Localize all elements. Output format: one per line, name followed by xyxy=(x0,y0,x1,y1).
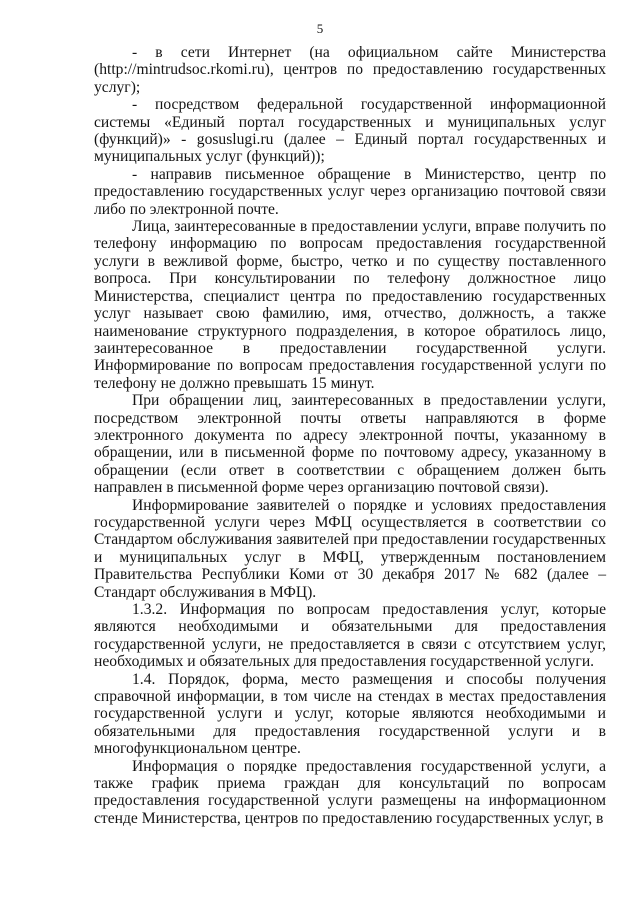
paragraph-phone-consultation: Лица, заинтересованные в предоставлении услуги, вправе получить по телефону информацию по вопросам предоставления государственной услуги в вежливой форме, быстро, четко и по существу поставленного вопроса. При консультировании по телефону должностное лицо Министерства, специалист центра по предоставлению государственных услуг называет свою фамилию, имя, отчество, должность, а также наименование структурного подразделения, в которое обратилось лицо, заинтересованное в предоставлении государственной услуги. Информирование по вопросам предоставления государственной услуги по телефону не должно превышать 15 минут. xyxy=(94,218,606,392)
paragraph-section-1-4: 1.4. Порядок, форма, место размещения и способы получения справочной информации, в том числе на стендах в местах предоставления государственной услуги и услуг, которые являются необходимыми и обязательными для предоставления государственной услуги и в многофункциональном центре. xyxy=(94,670,606,758)
page-number: 5 xyxy=(316,21,324,36)
paragraph-section-1-3-2: 1.3.2. Информация по вопросам предоставления услуг, которые являются необходимыми и обязательными для предоставления государственной услуги, не предоставляется в связи с отсутствием услуг, необходимых и обязательных для предоставления государственной услуги. xyxy=(94,601,606,671)
paragraph-email-requests: При обращении лиц, заинтересованных в предоставлении услуги, посредством электронной почты ответы направляются в форме электронного документа по адресу электронной почты, указанному в обращении, или в письменной форме по почтовому адресу, указанному в обращении (если ответ в соответствии с обращением должен быть направлен в письменной форме через организацию почтовой связи). xyxy=(94,392,606,497)
paragraph-internet: - в сети Интернет (на официальном сайте Министерства (http://mintrudsoc.rkomi.ru), центров по предоставлению государственных услуг); xyxy=(94,44,606,96)
document-body xyxy=(94,44,606,827)
paragraph-unified-portal: - посредством федеральной государственной информационной системы «Единый портал государственных и муниципальных услуг (функций)» - gosuslugi.ru (далее – Единый портал государственных и муниципальных услуг (функций)); xyxy=(94,96,606,166)
paragraph-mfc-informing: Информирование заявителей о порядке и условиях предоставления государственной услуги через МФЦ осуществляется в соответствии со Стандартом обслуживания заявителей при предоставлении государственных и муниципальных услуг в МФЦ, утвержденным постановлением Правительства Республики Коми от 30 декабря 2017 № 682 (далее – Стандарт обслуживания в МФЦ). xyxy=(94,496,606,601)
paragraph-written-request: - направив письменное обращение в Министерство, центр по предоставлению государственных услуг через организацию почтовой связи либо по электронной почте. xyxy=(94,165,606,218)
paragraph-info-stand: Информация о порядке предоставления государственной услуги, а также график приема граждан для консультаций по вопросам предоставления государственной услуги размещены на информационном стенде Министерства, центров по предоставлению государственных услуг, в xyxy=(94,757,606,827)
